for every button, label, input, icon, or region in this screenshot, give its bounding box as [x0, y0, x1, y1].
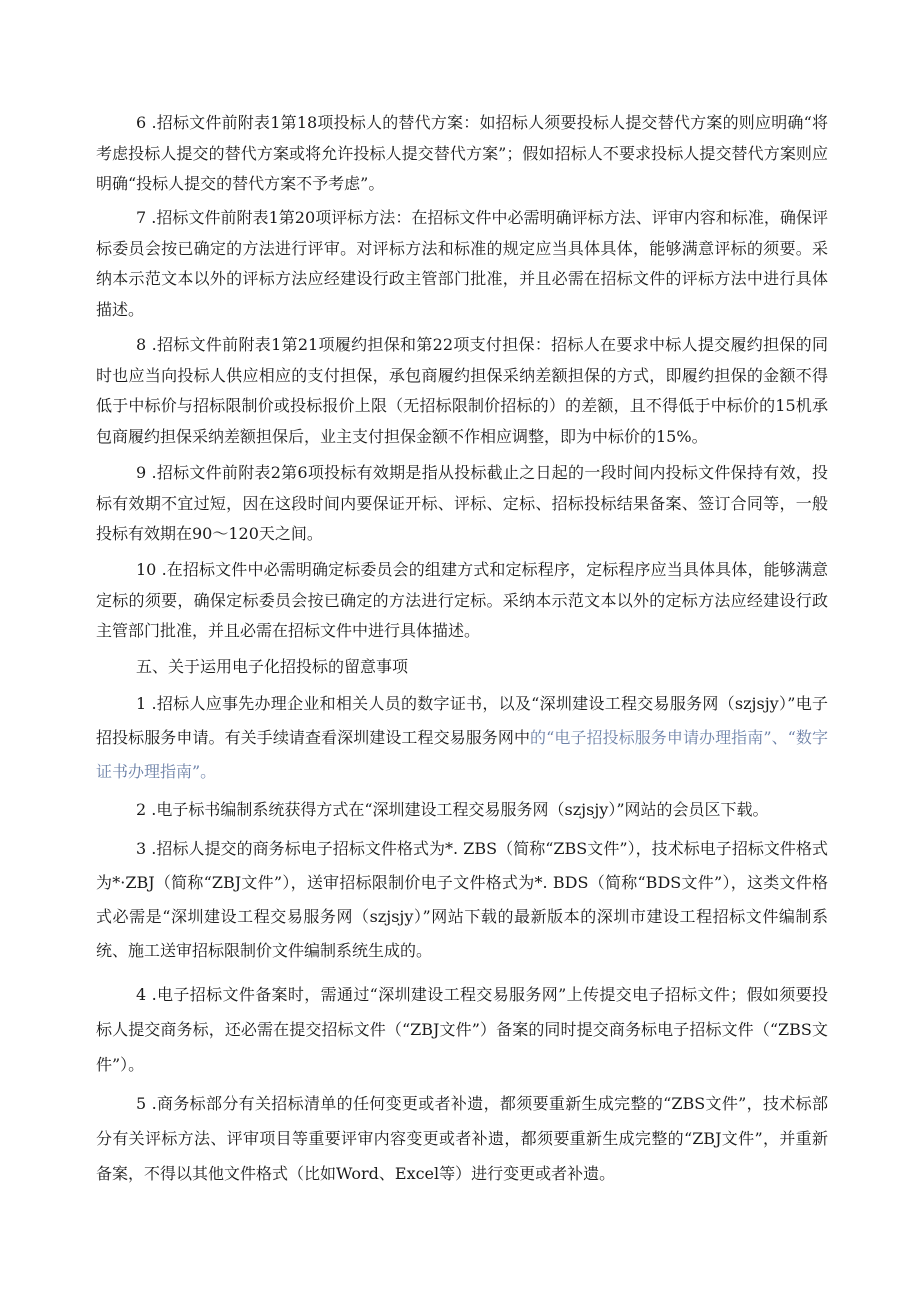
paragraph-10 [96, 555, 828, 647]
paragraph-6 [96, 108, 828, 200]
paragraph-9 [96, 458, 828, 550]
section-heading [96, 652, 828, 683]
paragraph-e4 [96, 977, 828, 1082]
paragraph-8 [96, 330, 828, 452]
paragraph-10-text: 10 .在招标文件中必需明确定标委员会的组建方式和定标程序，定标程序应当具体具体，能够满意定标的须要，确保定标委员会按已确定的方法进行定标。采纳本示范文本以外的定标方法应经建设行政主管部门批准，并且必需在招标文件中进行具体描述。 [96, 560, 828, 640]
paragraph-e5-text: 5 .商务标部分有关招标清单的任何变更或者补遗，都须要重新生成完整的“ZBS文件”，技术标部分有关评标方法、评审项目等重要评审内容变更或者补遗，都须要重新生成完整的“ZBJ文件”，并重新备案，不得以其他文件格式（比如Word、Excel等）进行变更或者补遗。 [96, 1094, 828, 1183]
paragraph-7 [96, 203, 828, 325]
paragraph-e2-text: 2 .电子标书编制系统获得方式在“深圳建设工程交易服务网（szjsjy）”网站的会员区下载。 [136, 800, 769, 819]
paragraph-e5 [96, 1086, 828, 1191]
paragraph-7-text: 7 .招标文件前附表1第20项评标方法：在招标文件中必需明确评标方法、评审内容和标准，确保评标委员会按已确定的方法进行评审。对评标方法和标准的规定应当具体具体，能够满意评标的须要。采纳本示范文本以外的评标方法应经建设行政主管部门批准，并且必需在招标文件的评标方法中进行具体描述。 [96, 208, 828, 319]
paragraph-e1-text: 1 .招标人应事先办理企业和相关人员的数字证书，以及“深圳建设工程交易服务网（szjsjy）”电子招投标服务申请。有关手续请查看深圳建设工程交易服务网中 [96, 694, 828, 747]
paragraph-e4-text: 4 .电子招标文件备案时，需通过“深圳建设工程交易服务网”上传提交电子招标文件；假如须要投标人提交商务标，还必需在提交招标文件（“ZBJ文件”）备案的同时提交商务标电子招标文件（“ZBS文件”）。 [96, 985, 828, 1074]
paragraph-e3-text: 3 .招标人提交的商务标电子招标文件格式为*. ZBS（简称“ZBS文件”），技术标电子招标文件格式为*·ZBJ（简称“ZBJ文件”），送审招标限制价电子文件格式为*. BDS（简称“BDS文件”），这类文件格式必需是“深圳建设工程交易服务网（szjsjy）”网站下载的最新版本的深圳市建设工程招标文件编制系统、施工送审招标限制价文件编制系统生成的。 [96, 839, 828, 960]
paragraph-e3 [96, 832, 828, 968]
guide-link[interactable]: 的“电子招投标服务申请办理指南”、“数字证书办理指南”。 [96, 728, 828, 781]
paragraph-9-text: 9 .招标文件前附表2第6项投标有效期是指从投标截止之日起的一段时间内投标文件保持有效，投标有效期不宜过短，因在这段时间内要保证开标、评标、定标、招标投标结果备案、签订合同等，一般投标有效期在90～120天之间。 [96, 463, 828, 543]
paragraph-6-text: 6 .招标文件前附表1第18项投标人的替代方案：如招标人须要投标人提交替代方案的则应明确“将考虑投标人提交的替代方案或将允许投标人提交替代方案”；假如招标人不要求投标人提交替代方案则应明确“投标人提交的替代方案不予考虑”。 [96, 113, 828, 193]
section-heading-text: 五、关于运用电子化招投标的留意事项 [136, 657, 409, 676]
paragraph-e1 [96, 687, 828, 789]
paragraph-8-text: 8 .招标文件前附表1第21项履约担保和第22项支付担保：招标人在要求中标人提交履约担保的同时也应当向投标人供应相应的支付担保，承包商履约担保采纳差额担保的方式，即履约担保的金额不得低于中标价与招标限制价或投标报价上限（无招标限制价招标的）的差额，且不得低于中标价的15机承包商履约担保采纳差额担保后，业主支付担保金额不作相应调整，即为中标价的15%。 [96, 335, 828, 446]
paragraph-e2 [96, 795, 828, 826]
